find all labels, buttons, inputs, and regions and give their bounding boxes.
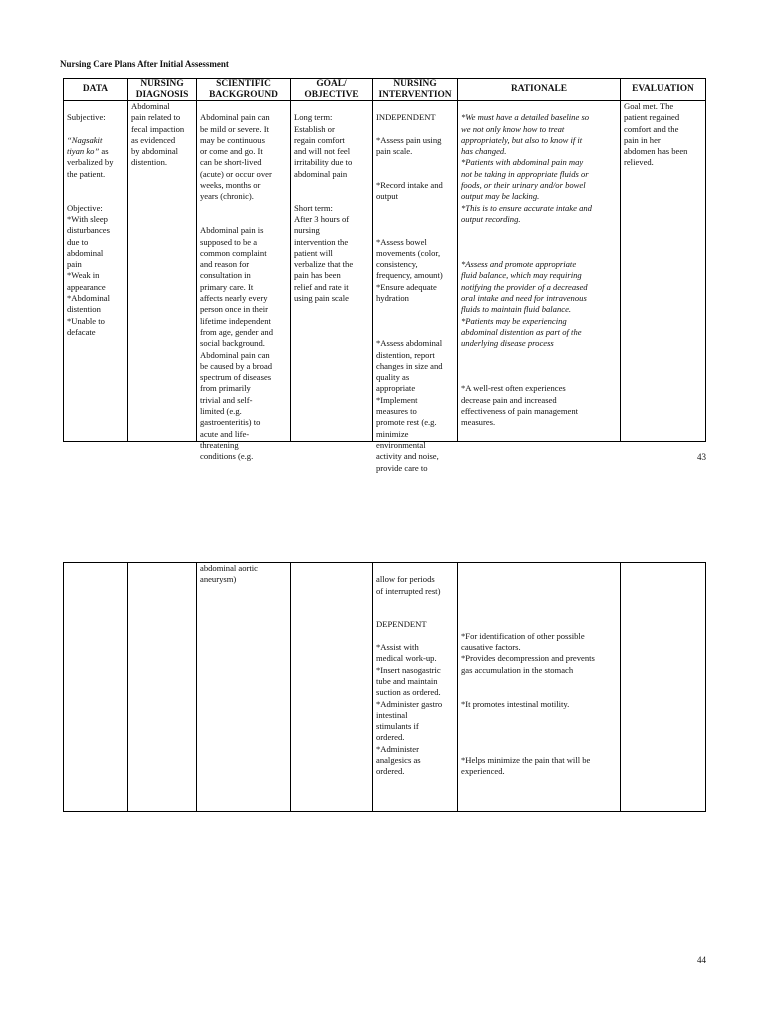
rationale-block-2: *Assess and promote appropriate fluid balance, which may requiring notifying the provider of a decreased oral intake and need for intravenous fluids to maintain fluid balance. *Patients may be experiencing abdominal distention as part of the underlying disease process	[461, 259, 588, 349]
header-nursing-intervention: NURSING INTERVENTION	[378, 79, 452, 100]
intervention-pain-scale: *Assess pain using pain scale.	[376, 134, 442, 157]
header-nursing-diagnosis: NURSING DIAGNOSIS	[135, 79, 189, 100]
table-border-bottom	[63, 811, 706, 812]
header-data: DATA	[82, 84, 109, 95]
header-goal-objective: GOAL/ OBJECTIVE	[304, 79, 359, 100]
scientific-background-continued: abdominal aortic aneurysm)	[200, 563, 258, 585]
nursing-intervention-cell	[373, 101, 458, 473]
quote-attribution: as verbalized by the patient.	[67, 146, 114, 179]
document-title: Nursing Care Plans After Initial Assessment	[60, 59, 229, 69]
intervention-distention-rest: *Assess abdominal distention, report changes in size and quality as appropriate *Implement measures to promote rest (e.g. minimize environmental activity and noise, provide care to	[376, 338, 443, 473]
intervention-bowel-hydration: *Assess bowel movements (color, consistency, frequency, amount) *Ensure adequate hydration	[376, 236, 443, 304]
nursing-intervention-continued	[373, 563, 458, 811]
background-paragraph-1: Abdominal pain can be mild or severe. It may be continuous or come and go. It can be short-lived (acute) or occur over weeks, months or years (chronic).	[200, 112, 272, 202]
header-scientific-background: SCIENTIFIC BACKGROUND	[209, 79, 278, 100]
rationale-continued	[458, 563, 621, 811]
data-objective: Objective: *With sleep disturbances due to abdominal pain *Weak in appearance *Abdominal distention *Unable to defacate	[67, 202, 110, 337]
column-divider	[127, 562, 128, 812]
nursing-diagnosis-cell: Abdominal pain related to fecal impaction as evidenced by abdominal distention.	[131, 101, 185, 168]
page-number: 43	[697, 452, 706, 462]
scientific-background-cell	[197, 101, 291, 462]
rationale-block-1: *We must have a detailed baseline so we not only know how to treat appropriately, but also to know if it has changed. *Patients with abdominal pain may not be taking in appropriate fluids or foods, or their urinary and/or bowel output may be lacking. *This is to ensure accurate intake and output recording.	[461, 112, 592, 224]
data-cell	[64, 101, 128, 441]
page-number: 44	[697, 955, 706, 965]
rationale-analgesics: *Helps minimize the pain that will be experienced.	[461, 755, 591, 777]
header-rationale: RATIONALE	[510, 84, 568, 95]
patient-quote: “Nagsakit tiyan ko”	[67, 134, 103, 157]
intervention-intake-output: *Record intake and output	[376, 180, 443, 202]
data-subjective-label: Subjective:	[67, 112, 106, 123]
goal-objective-cell	[291, 101, 373, 441]
evaluation-cell: Goal met. The patient regained comfort and the pain in her abdomen has been relieved.	[624, 101, 688, 168]
column-divider	[63, 562, 64, 812]
table-border-right	[705, 562, 706, 812]
intervention-rest-continued: allow for periods of interrupted rest)	[376, 574, 441, 596]
background-paragraph-2: Abdominal pain is supposed to be a common complaint and reason for consultation in primary care. It affects nearly every person once in their lifetime independent from age, gender and social background. Abdominal pain can be caused by a broad spectrum of diseases from primarily trivial and self- limited (e.g. gastroenteritis) to acute and life- threatening conditions (e.g.	[200, 225, 274, 462]
rationale-cell	[458, 101, 621, 441]
independent-heading: INDEPENDENT	[376, 112, 436, 123]
long-term-goal: Long term: Establish or regain comfort and will not feel irritability due to abdominal pain	[294, 112, 353, 179]
rationale-block-3: *A well-rest often experiences decrease pain and increased effectiveness of pain management measures.	[461, 383, 579, 428]
dependent-heading: DEPENDENT	[376, 619, 427, 630]
rationale-workup-ngt: *For identification of other possible causative factors. *Provides decompression and prevents gas accumulation in the stomach	[461, 630, 595, 675]
dependent-interventions: *Assist with medical work-up. *Insert nasogastric tube and maintain suction as ordered. *Administer gastro intestinal stimulants if ordered. *Administer analgesics as ordered.	[376, 642, 443, 777]
rationale-motility: *It promotes intestinal motility.	[461, 698, 570, 709]
header-evaluation: EVALUATION	[632, 84, 694, 95]
short-term-goal: Short term: After 3 hours of nursing intervention the patient will verbalize that the pain has been relief and rate it using pain scale	[294, 202, 354, 304]
